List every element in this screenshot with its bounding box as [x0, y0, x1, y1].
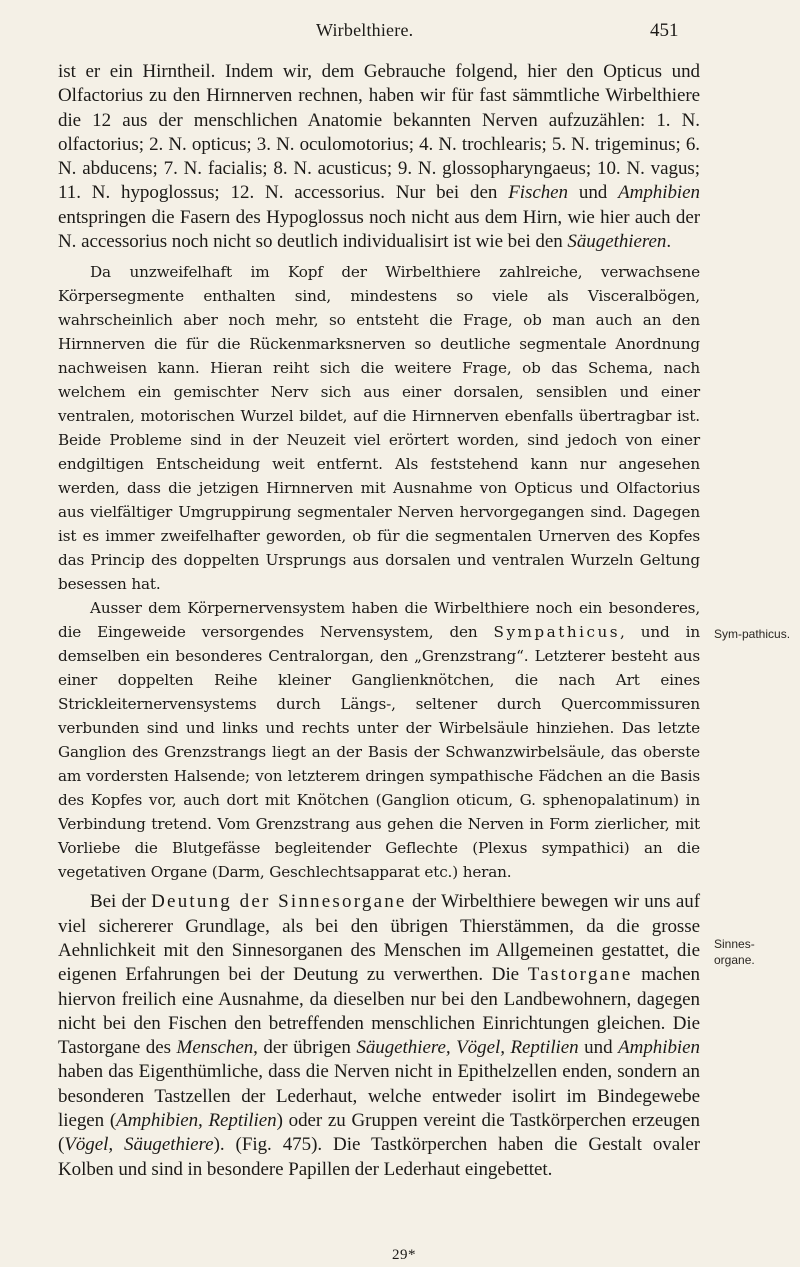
text-run: der Wirbelthiere bewegen wir uns auf viel sichererer Grundlage, als bei den übrigen Thierstämmen, da die grosse Aehnlichkeit mit den Sinnesorganen des Menschen im Allgemeinen gestattet, die eigenen Erfahrungen bei der Deutung zu verwerthen. Die: [58, 891, 701, 986]
emphasis-deutung: Deutung der Sinnesorgane: [151, 891, 407, 913]
paragraph-sense-organs: [58, 890, 700, 1182]
text-run: haben das Eigenthümliche, dass die Nerven nicht in Epithelzellen enden, sondern an besonderen Tastzellen der Lederhaut, welche entweder isolirt im Bindegewebe liegen (: [58, 1061, 700, 1132]
margin-note-sinnesorgane: Sinnes-organe.: [714, 937, 755, 967]
emphasis-amphibien: Amphibien: [618, 1037, 700, 1059]
emphasis-fische: Fischen: [508, 182, 568, 204]
paragraph-segmentation: Da unzweifelhaft im Kopf der Wirbelthiere zahlreiche, verwachsene Körpersegmente enthalten sind, mindestens so viele als Visceralbögen, wahrscheinlich aber noch mehr, so entsteht die Frage, ob man auch an den Hirnnerven die für die Rückenmarksnerven so deutliche segmentale Anordnung nachweisen kann. Hieran reiht sich die weitere Frage, ob das Schema, nach welchem ein gemischter Nerv sich aus einer dorsalen, sensiblen und einer ventralen, motorischen Wurzel bildet, auf die Hirnnerven ebenfalls übertragbar ist. Beide Probleme sind in der Neuzeit viel erörtert worden, sind jedoch von einer endgiltigen Entscheidung weit entfernt. Als feststehend kann nur angesehen werden, dass die jetzigen Hirnnerven mit Ausnahme von Opticus und Olfactorius aus vielfältiger Umgruppirung segmentaler Nerven hervorgegangen sind. Dagegen ist es immer zweifelhafter geworden, ob für die segmentalen Urnerven des Kopfes das Princip des doppelten Ursprungs aus dorsalen und ventralen Wurzeln Geltung besessen hat.: [58, 263, 700, 594]
text-run: , der übrigen: [253, 1037, 357, 1059]
main-text: [58, 60, 700, 1182]
text-run: Bei der: [90, 891, 152, 913]
emphasis-tastorgane: Tastorgane: [527, 964, 633, 986]
text-run: entspringen die Fasern des Hypoglossus noch nicht aus dem Hirn, wie hier auch der N. accessorius noch nicht so deutlich individualisirt ist wie bei den: [58, 206, 700, 253]
emphasis-animal-list: Säugethiere, Vögel, Reptilien: [356, 1037, 579, 1059]
page-header: [0, 14, 800, 42]
text-run: ) oder zu Gruppen vereint die Tastkörperchen erzeugen (: [58, 1110, 701, 1156]
emphasis-sympathicus: Sympathicus: [493, 623, 621, 642]
emphasis-amphibien: Amphibien: [618, 182, 700, 204]
emphasis-animal-list: Amphibien, Reptilien: [116, 1110, 277, 1132]
running-head: Wirbelthiere.: [316, 20, 414, 40]
emphasis-menschen: Menschen: [176, 1037, 254, 1059]
text-run: ). (Fig. 475). Die Tastkörperchen haben die Gestalt ovaler Kolben und sind in besondere Papillen der Lederhaut eingebettet.: [58, 1134, 700, 1180]
margin-note-sympathicus: Sym-pathicus.: [714, 627, 791, 641]
page-number: 451: [650, 20, 679, 41]
text-run: .: [666, 231, 672, 253]
paragraph-cranial-nerves: [58, 60, 700, 254]
printer-signature: 29*: [392, 1247, 416, 1263]
text-run: und: [578, 1037, 619, 1059]
text-run: machen hiervon freilich eine Ausnahme, da dieselben nur bei den Landbewohnern, dagegen nicht bei den Fischen den betreffenden menschlichen Einrichtungen gleichen. Die Tastorgane des: [58, 964, 700, 1059]
text-run: ist er ein Hirntheil. Indem wir, dem Gebrauche folgend, hier den Opticus und Olfactorius zu den Hirnnerven rechnen, haben wir für fast sämmtliche Wirbelthiere die 12 aus der menschlichen Anatomie bekannten Nerven aufzuzählen: 1. N. olfactorius; 2. N. opticus; 3. N. oculomotorius; 4. N. trochlearis; 5. N. trigeminus; 6. N. abducens; 7. N. facialis; 8. N. acusticus; 9. N. glossopharyngaeus; 10. N. vagus; 11. N. hypoglossus; 12. N. accessorius. Nur bei den: [58, 61, 700, 204]
emphasis-saeugethiere: Säugethieren: [567, 231, 667, 253]
text-run: und: [568, 182, 619, 204]
emphasis-animal-list: Vögel, Säugethiere: [64, 1134, 214, 1156]
text-run: Ausser dem Körpernervensystem haben die Wirbelthiere noch ein besonderes, die Eingeweide versorgendes Nervensystem, den: [58, 599, 700, 642]
paragraph-sympathicus: [58, 596, 700, 884]
text-run: , und in demselben ein besonderes Centralorgan, den „Grenzstrang“. Letzterer besteht aus einer doppelten Reihe kleiner Ganglienknötchen, die nach Art eines Strickleiternervensystems durch Längs-, seltener durch Quercommissuren verbunden sind und links und rechts unter der Wirbelsäule hinziehen. Das letzte Ganglion des Grenzstrangs liegt an der Basis der Schwanzwirbelsäule, das oberste am vordersten Halsende; von letzterem dringen sympathische Fädchen an die Basis des Kopfes vor, auch dort mit Knötchen (Ganglion oticum, G. sphenopalatinum) in Verbindung tretend. Vom Grenzstrang aus gehen die Nerven in Form zierlicher, mit Vorliebe die Blutgefässe begleitender Geflechte (Plexus sympathici) an die vegetativen Organe (Darm, Geschlechtsapparat etc.) heran.: [58, 623, 700, 882]
